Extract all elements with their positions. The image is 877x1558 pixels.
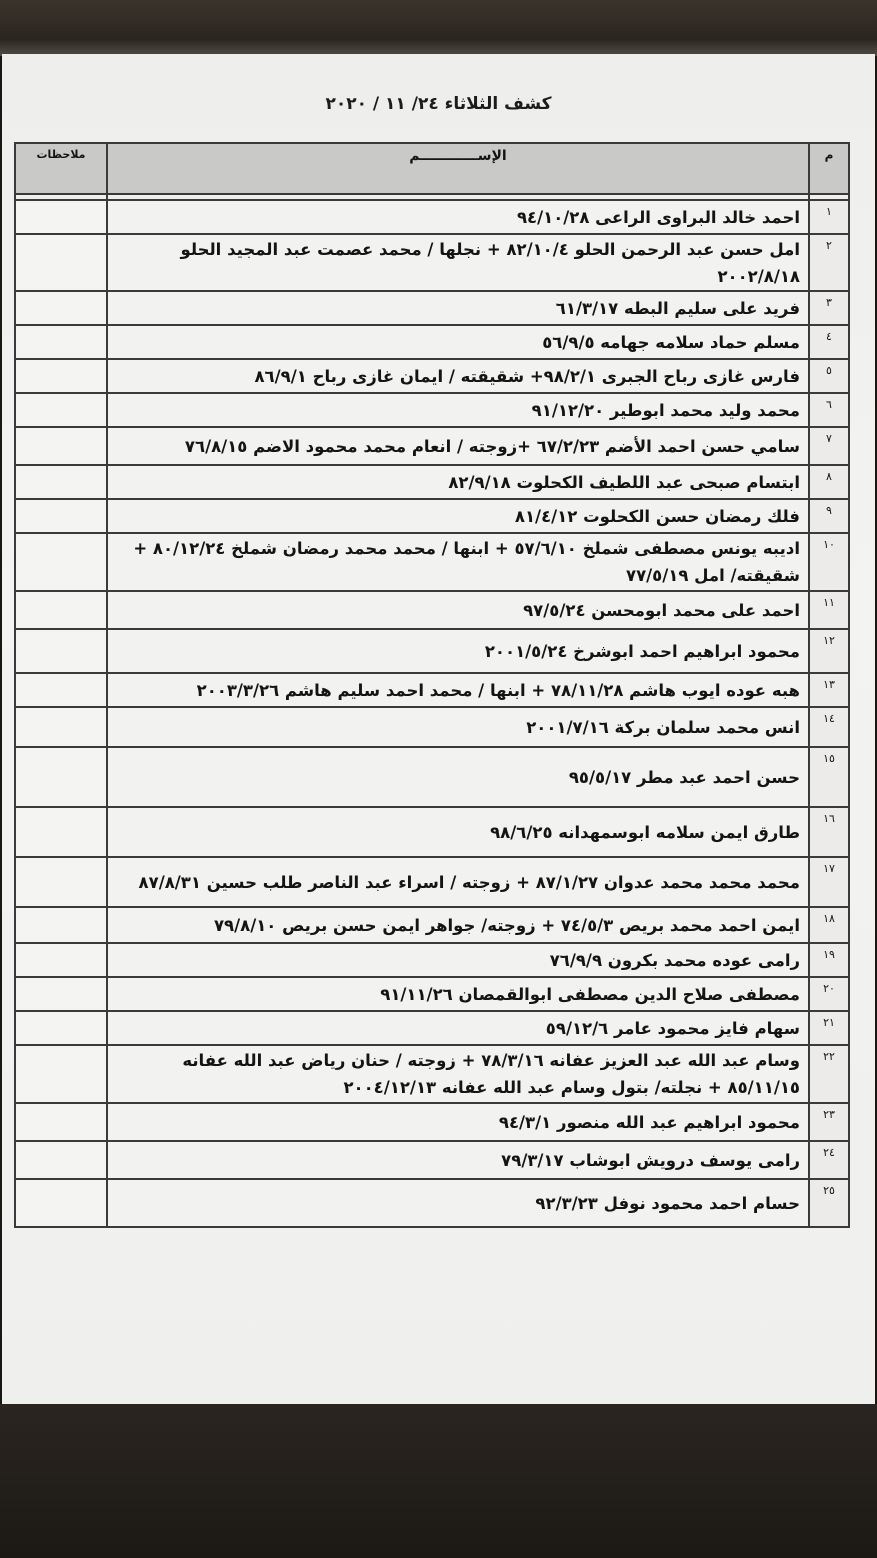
row-notes (15, 857, 107, 907)
row-notes (15, 291, 107, 325)
row-number: ١٠ (809, 533, 849, 591)
table-row (15, 200, 849, 234)
desk-background-top (0, 0, 877, 56)
row-number: ١ (809, 200, 849, 234)
names-table (14, 142, 850, 1228)
table-row (15, 291, 849, 325)
row-number: ١٥ (809, 747, 849, 807)
row-name: محمود ابراهيم عبد الله منصور ٩٤/٣/١ (107, 1103, 809, 1141)
row-notes (15, 533, 107, 591)
table-row (15, 499, 849, 533)
row-number: ٥ (809, 359, 849, 393)
table-header-row (15, 143, 849, 194)
row-notes (15, 807, 107, 857)
row-number: ١٣ (809, 673, 849, 707)
header-name: الإســــــــــــم (107, 143, 809, 194)
table-row (15, 629, 849, 673)
row-name: محمد وليد محمد ابوطير ٩١/١٢/٢٠ (107, 393, 809, 427)
row-name: مسلم حماد سلامه جهامه ٥٦/٩/٥ (107, 325, 809, 359)
row-notes (15, 1179, 107, 1227)
header-number: م (809, 143, 849, 194)
row-notes (15, 907, 107, 943)
table-row (15, 747, 849, 807)
row-name: احمد على محمد ابومحسن ٩٧/٥/٢٤ (107, 591, 809, 629)
table-row (15, 1103, 849, 1141)
header-notes: ملاحظات (15, 143, 107, 194)
document-title: كشف الثلاثاء ٢٤/ ١١ / ٢٠٢٠ (325, 94, 552, 114)
table-row (15, 1141, 849, 1179)
row-number: ٧ (809, 427, 849, 465)
table-row (15, 977, 849, 1011)
table-body (15, 194, 849, 1227)
row-notes (15, 359, 107, 393)
row-number: ٢٢ (809, 1045, 849, 1103)
table-row (15, 234, 849, 291)
row-notes (15, 427, 107, 465)
row-name: حسام احمد محمود نوفل ٩٢/٣/٢٣ (107, 1179, 809, 1227)
row-notes (15, 325, 107, 359)
row-name: مصطفى صلاح الدين مصطفى ابوالقمصان ٩١/١١/٢٦ (107, 977, 809, 1011)
row-name: طارق ايمن سلامه ابوسمهدانه ٩٨/٦/٢٥ (107, 807, 809, 857)
row-name: ابتسام صبحى عبد اللطيف الكحلوت ٨٢/٩/١٨ (107, 465, 809, 499)
row-number: ٢٠ (809, 977, 849, 1011)
row-notes (15, 943, 107, 977)
row-number: ٢٣ (809, 1103, 849, 1141)
row-name: فريد على سليم البطه ٦١/٣/١٧ (107, 291, 809, 325)
row-notes (15, 465, 107, 499)
table-row (15, 393, 849, 427)
row-name: انس محمد سلمان بركة ٢٠٠١/٧/١٦ (107, 707, 809, 747)
row-notes (15, 1011, 107, 1045)
table-row (15, 1179, 849, 1227)
table-row (15, 465, 849, 499)
row-name: محمد محمد محمد عدوان ٨٧/١/٢٧ + زوجته / اسراء عبد الناصر طلب حسين ٨٧/٨/٣١ (107, 857, 809, 907)
row-notes (15, 234, 107, 291)
table-row (15, 1011, 849, 1045)
row-number: ٢٤ (809, 1141, 849, 1179)
row-notes (15, 393, 107, 427)
row-notes (15, 673, 107, 707)
row-name: اديبه يونس مصطفى شملخ ٥٧/٦/١٠ + ابنها / محمد محمد رمضان شملخ ٨٠/١٢/٢٤ + شقيقته/ امل ٧٧/٥/١٩ (107, 533, 809, 591)
row-number: ٢١ (809, 1011, 849, 1045)
row-name: حسن احمد عبد مطر ٩٥/٥/١٧ (107, 747, 809, 807)
row-name: ايمن احمد محمد بريص ٧٤/٥/٣ + زوجته/ جواهر ايمن حسن بريص ٧٩/٨/١٠ (107, 907, 809, 943)
row-name: رامى يوسف درويش ابوشاب ٧٩/٣/١٧ (107, 1141, 809, 1179)
row-name: سهام فايز محمود عامر ٥٩/١٢/٦ (107, 1011, 809, 1045)
row-name: وسام عبد الله عبد العزيز عفانه ٧٨/٣/١٦ + زوجته / حنان رياض عبد الله عفانه ٨٥/١١/١٥ + نجلته/ بتول وسام عبد الله عفانه ٢٠٠٤/١٢/١٣ (107, 1045, 809, 1103)
row-notes (15, 591, 107, 629)
row-name: هبه عوده ايوب هاشم ٧٨/١١/٢٨ + ابنها / محمد احمد سليم هاشم ٢٠٠٣/٣/٢٦ (107, 673, 809, 707)
row-name: رامى عوده محمد بكرون ٧٦/٩/٩ (107, 943, 809, 977)
table-row (15, 943, 849, 977)
row-number: ٨ (809, 465, 849, 499)
row-notes (15, 1141, 107, 1179)
row-name: محمود ابراهيم احمد ابوشرخ ٢٠٠١/٥/٢٤ (107, 629, 809, 673)
table-row (15, 533, 849, 591)
row-number: ١٧ (809, 857, 849, 907)
row-notes (15, 1045, 107, 1103)
table-row (15, 907, 849, 943)
row-number: ١٤ (809, 707, 849, 747)
table-row (15, 325, 849, 359)
desk-background-bottom (0, 1404, 877, 1558)
row-number: ١١ (809, 591, 849, 629)
row-name: فلك رمضان حسن الكحلوت ٨١/٤/١٢ (107, 499, 809, 533)
row-number: ٦ (809, 393, 849, 427)
row-name: سامي حسن احمد الأضم ٦٧/٢/٢٣ +زوجته / انعام محمد محمود الاضم ٧٦/٨/١٥ (107, 427, 809, 465)
row-number: ٩ (809, 499, 849, 533)
row-notes (15, 499, 107, 533)
table-row (15, 857, 849, 907)
table-row (15, 707, 849, 747)
row-number: ١٨ (809, 907, 849, 943)
row-number: ١٩ (809, 943, 849, 977)
table-row (15, 359, 849, 393)
row-number: ٣ (809, 291, 849, 325)
table-row (15, 673, 849, 707)
table-row (15, 1045, 849, 1103)
row-notes (15, 707, 107, 747)
row-notes (15, 629, 107, 673)
row-number: ٤ (809, 325, 849, 359)
table-row (15, 591, 849, 629)
row-notes (15, 1103, 107, 1141)
row-number: ١٦ (809, 807, 849, 857)
row-notes (15, 977, 107, 1011)
row-name: فارس غازى رباح الجبرى ٩٨/٢/١+ شقيقته / ايمان غازى رباح ٨٦/٩/١ (107, 359, 809, 393)
table-row (15, 807, 849, 857)
row-name: احمد خالد البراوى الراعى ٩٤/١٠/٢٨ (107, 200, 809, 234)
row-number: ٢ (809, 234, 849, 291)
table-row (15, 427, 849, 465)
row-number: ٢٥ (809, 1179, 849, 1227)
row-notes (15, 747, 107, 807)
row-number: ١٢ (809, 629, 849, 673)
row-name: امل حسن عبد الرحمن الحلو ٨٢/١٠/٤ + نجلها / محمد عصمت عبد المجيد الحلو ٢٠٠٢/٨/١٨ (107, 234, 809, 291)
row-notes (15, 200, 107, 234)
